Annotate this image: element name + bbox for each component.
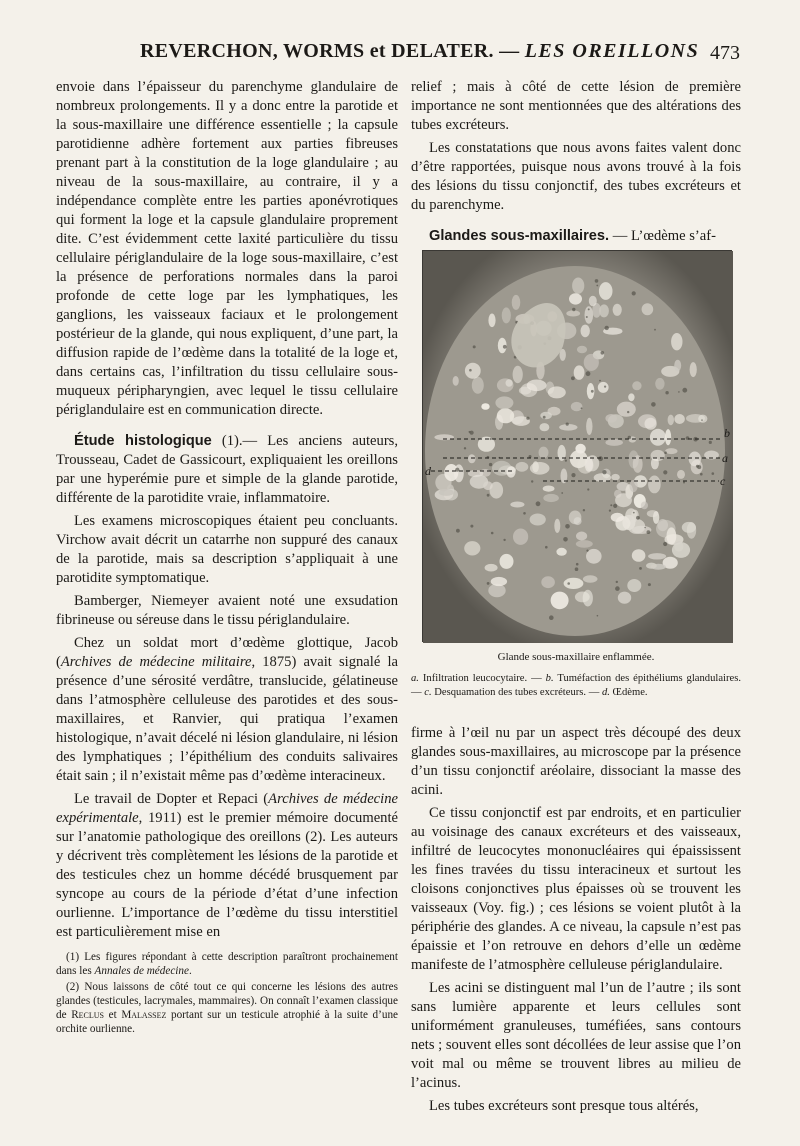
leukocyte-dot bbox=[469, 369, 472, 372]
leukocyte-dot bbox=[602, 470, 606, 474]
leukocyte-dot bbox=[581, 407, 583, 409]
acinus-cell bbox=[468, 454, 476, 463]
paragraph-text: — L’œdème s’af- bbox=[609, 228, 716, 244]
figure-label-d: d bbox=[425, 464, 431, 478]
acinus-cell bbox=[628, 393, 634, 401]
acinus-cell bbox=[576, 532, 587, 541]
acinus-cell bbox=[541, 576, 555, 588]
paragraph bbox=[56, 790, 398, 942]
acinus-cell bbox=[655, 378, 664, 390]
acinus-cell bbox=[444, 464, 458, 481]
leukocyte-dot bbox=[536, 501, 541, 506]
leukocyte-dot bbox=[591, 390, 594, 393]
acinus-cell bbox=[490, 482, 504, 499]
acinus-cell bbox=[585, 457, 593, 472]
leukocyte-dot bbox=[526, 417, 529, 420]
running-header bbox=[60, 40, 740, 70]
paragraph: Ce tissu conjonctif est par endroits, et en particulier au voisinage des canaux excréteurs et des vaisseaux, infiltré de leucocytes mononucléaires qui épaississent les fines travées du tissu interacineux et surtout les cloisons conjonctives plus épaisses où se trouvent les vaisseaux (Voy. fig.) ; ces lésions se voient plutôt à la périphérie des glandes. A ce niveau, la capsule n’est pas épaissie et l’on retrouve en dehors d’elle un œdème manifeste de l’atmosphère celluleuse périglandulaire. bbox=[411, 805, 741, 973]
leukocyte-dot bbox=[576, 563, 579, 566]
figure-label-a: a bbox=[722, 451, 728, 465]
paragraph: Les constatations que nous avons faites valent donc d’être rapportées, puisque nous avons trouvé à la fois des lésions du tissu conjonctif, des tubes excréteurs et du parenchyme. bbox=[411, 140, 741, 213]
text: . bbox=[188, 965, 192, 977]
section-heading: Étude histologique bbox=[74, 433, 212, 449]
leukocyte-dot bbox=[683, 482, 685, 484]
leukocyte-dot bbox=[610, 504, 612, 506]
leukocyte-dot bbox=[712, 472, 715, 475]
paragraph: firme à l’œil nu par un aspect très découpé des deux glandes sous-maxillaires, au microscope par la présence d’un tissu conjonctif aréolaire, dissociant la masse des acini. bbox=[411, 725, 741, 798]
text: (1) Les figures répondant à cette description paraîtront prochainement dans les bbox=[56, 951, 398, 977]
section-heading: Glandes sous-maxillaires. bbox=[429, 228, 610, 244]
leukocyte-dot bbox=[487, 494, 490, 497]
acinus-cell bbox=[510, 502, 524, 508]
acinus-cell bbox=[439, 489, 454, 496]
acinus-cell bbox=[513, 366, 523, 383]
leukocyte-dot bbox=[565, 460, 567, 462]
acinus-cell bbox=[569, 293, 582, 304]
acinus-cell bbox=[539, 447, 549, 459]
acinus-cell bbox=[674, 360, 681, 372]
acinus-cell bbox=[556, 548, 566, 556]
legend-text: Infiltration leucocytaire. — bbox=[418, 673, 546, 684]
leukocyte-dot bbox=[678, 391, 680, 393]
leukocyte-dot bbox=[596, 285, 598, 287]
right-column-top bbox=[411, 78, 741, 250]
leukocyte-dot bbox=[487, 582, 490, 585]
acinus-cell bbox=[527, 380, 547, 392]
citation: Archives de médecine militaire bbox=[60, 654, 252, 670]
acinus-cell bbox=[576, 540, 593, 548]
acinus-cell bbox=[589, 296, 597, 307]
acinus-cell bbox=[668, 415, 674, 426]
leukocyte-dot bbox=[604, 386, 606, 388]
acinus-cell bbox=[690, 362, 697, 377]
acinus-cell bbox=[530, 462, 550, 475]
text: portant sur un testicule atrophié à la suite d’une orchite ourlienne. bbox=[56, 1009, 399, 1035]
acinus-cell bbox=[548, 386, 566, 398]
acinus-cell bbox=[615, 493, 632, 507]
text: Chez un soldat mort d’œdème glottique, Jacob ( bbox=[56, 635, 398, 670]
leukocyte-dot bbox=[605, 326, 609, 330]
leukocyte-dot bbox=[664, 451, 667, 454]
leukocyte-dot bbox=[575, 567, 579, 571]
acinus-cell bbox=[608, 414, 624, 428]
legend-text: Œdème. bbox=[609, 687, 648, 698]
acinus-cell bbox=[500, 554, 514, 569]
acinus-cell bbox=[540, 423, 550, 431]
leukocyte-dot bbox=[561, 492, 563, 494]
leukocyte-dot bbox=[601, 351, 605, 355]
acinus-cell bbox=[513, 529, 528, 545]
leukocyte-dot bbox=[654, 329, 656, 331]
paragraph: relief ; mais à côté de cette lésion de première importance ne sont mentionnées que des altérations des tubes excréteurs. bbox=[411, 79, 741, 133]
leukocyte-dot bbox=[503, 539, 505, 541]
acinus-cell bbox=[627, 579, 641, 592]
leukocyte-dot bbox=[571, 473, 575, 477]
acinus-cell bbox=[575, 444, 585, 454]
acinus-cell bbox=[543, 486, 555, 492]
acinus-cell bbox=[453, 376, 459, 386]
leukocyte-dot bbox=[599, 380, 601, 382]
leukocyte-dot bbox=[636, 516, 640, 520]
leukocyte-dot bbox=[563, 537, 568, 542]
leukocyte-dot bbox=[464, 447, 466, 449]
micrograph-figure bbox=[422, 250, 732, 642]
acinus-cell bbox=[586, 418, 592, 435]
leukocyte-dot bbox=[632, 291, 636, 295]
leukocyte-dot bbox=[647, 530, 651, 534]
acinus-cell bbox=[611, 474, 620, 481]
legend-key: d. bbox=[601, 687, 610, 698]
left-column bbox=[56, 78, 398, 1038]
text: (2) Nous laissons de côté tout ce qui concerne les lésions des autres glandes (testicules, lacrymales, mammaires). On connaît l’examen classique de bbox=[56, 981, 398, 1021]
acinus-cell bbox=[646, 563, 657, 569]
running-title-dash: — bbox=[493, 40, 525, 62]
leukocyte-dot bbox=[491, 532, 494, 535]
leukocyte-dot bbox=[565, 524, 570, 529]
leukocyte-dot bbox=[609, 510, 611, 512]
acinus-cell bbox=[472, 377, 484, 394]
paragraph: Bamberger, Niemeyer avaient noté une exsudation fibrineuse ou séreuse dans le tissu périglandulaire. bbox=[56, 593, 398, 628]
leukocyte-dot bbox=[615, 586, 620, 591]
acinus-cell bbox=[464, 541, 480, 555]
acinus-cell bbox=[572, 278, 584, 294]
paragraph-glandes bbox=[411, 227, 741, 246]
leukocyte-dot bbox=[571, 376, 575, 380]
acinus-cell bbox=[598, 382, 609, 393]
text: , 1911) est le premier mémoire documenté sur l’anatomie pathologique des oreillons (2). Les auteurs y décrivent très complètement les lésions de la parotide et des testicules chez un homme décédé brusquement par syncope au cours de la période d’état d’une infection ourlienne. L’importance de l’œdème du tissu interstitiel est particulièrement mise en bbox=[56, 810, 398, 940]
leukocyte-dot bbox=[473, 345, 476, 348]
acinus-cell bbox=[506, 379, 513, 387]
citation: Annales de médecine bbox=[94, 965, 189, 977]
page-number: 473 bbox=[710, 42, 740, 64]
leukocyte-dot bbox=[701, 419, 703, 421]
acinus-cell bbox=[497, 408, 514, 423]
leukocyte-dot bbox=[627, 411, 629, 413]
acinus-cell bbox=[599, 282, 613, 300]
legend-text: Tuméfaction des épithéliums glandulaires. — bbox=[411, 673, 741, 698]
acinus-cell bbox=[648, 476, 661, 494]
leukocyte-dot bbox=[586, 550, 588, 552]
paragraph: envoie dans l’épaisseur du parenchyme glandulaire de nombreux prolongements. Il y a donc entre la parotide et la sous-maxillaire une différence essentielle ; la capsule parotidienne adhère fortement aux parties fibreuses prenant part à la constitution de la loge glandulaire ; au niveau de la sous-maxillaire, au contraire, il y a indépendance complète entre les parties aponévrotiques qui forment la loge et la capsule glandulaire proprement dite. C’est évidemment cette laxité particulière du tissu cellulaire périglandulaire de la loge sous-maxillaire, c’est la présence de perforations normales dans la paroi profonde de cette loge par les lymphatiques, les ganglions, les vaisseaux faciaux et le prolongement postérieur de la glande, qui nous expliquent, d’une part, la diffusion rapide de l’œdème dans la totalité de la loge et, dans certains cas, l’infiltration du tissu cellulaire sous-muqueux péripharyngien, avec lequel le tissu cellulaire périglandulaire est en communication directe. bbox=[56, 79, 398, 418]
right-column-bottom bbox=[411, 724, 741, 1120]
acinus-cell bbox=[485, 564, 498, 572]
leukocyte-dot bbox=[503, 345, 507, 349]
acinus-cell bbox=[611, 513, 624, 522]
leukocyte-dot bbox=[663, 470, 667, 474]
acinus-cell bbox=[642, 303, 654, 315]
leukocyte-dot bbox=[616, 581, 618, 583]
citation: Archives de médecine expérimentale bbox=[56, 791, 398, 826]
leukocyte-dot bbox=[639, 567, 642, 570]
leukocyte-dot bbox=[470, 525, 473, 528]
acinus-cell bbox=[648, 553, 666, 559]
acinus-cell bbox=[698, 415, 707, 423]
acinus-cell bbox=[566, 310, 580, 316]
figure-label-b: b bbox=[724, 426, 730, 440]
acinus-cell bbox=[481, 403, 489, 410]
text: , 1875) avait signalé la présence d’une sérosité verdâtre, translucide, gélatineuse dans l’atmosphère celluleuse des parotides et des sous-maxillaires, et Ranvier, qui pratiqua l’examen histologique, n’avait décelé ni lésion glandulaire, ni lésion des lymphatiques ; l’épithélium des conduits salivaires était sain ; il n’existait même pas d’œdème interacineux. bbox=[56, 654, 398, 784]
leukocyte-dot bbox=[663, 542, 667, 546]
leukocyte-dot bbox=[545, 546, 548, 549]
acinus-cell bbox=[530, 514, 546, 526]
acinus-cell bbox=[687, 522, 696, 539]
leukocyte-dot bbox=[644, 527, 646, 529]
leukocyte-dot bbox=[613, 504, 617, 508]
leukocyte-dot bbox=[583, 509, 585, 511]
author-name: Malassez bbox=[121, 1009, 167, 1021]
leukocyte-dot bbox=[651, 402, 656, 407]
acinus-cell bbox=[571, 402, 583, 411]
acinus-cell bbox=[540, 412, 552, 419]
micrograph-image bbox=[423, 251, 733, 643]
running-title-authors: REVERCHON, WORMS et DELATER. bbox=[140, 40, 494, 62]
acinus-cell bbox=[543, 494, 559, 502]
acinus-cell bbox=[632, 381, 641, 390]
acinus-cell bbox=[575, 592, 590, 603]
leukocyte-dot bbox=[595, 279, 599, 283]
paragraph bbox=[56, 634, 398, 786]
leukocyte-dot bbox=[549, 615, 554, 620]
acinus-cell bbox=[491, 577, 507, 586]
figure-label-c: c bbox=[720, 474, 726, 488]
legend-key: a. bbox=[411, 673, 419, 684]
acinus-cell bbox=[665, 429, 671, 445]
leukocyte-dot bbox=[665, 391, 668, 394]
legend-text: Desquamation des tubes excréteurs. — bbox=[431, 687, 602, 698]
acinus-cell bbox=[470, 475, 488, 489]
leukocyte-dot bbox=[697, 465, 701, 469]
acinus-cell bbox=[605, 439, 623, 446]
leukocyte-dot bbox=[572, 308, 575, 311]
acinus-cell bbox=[617, 402, 636, 417]
footnote-1 bbox=[56, 950, 398, 978]
acinus-cell bbox=[506, 466, 515, 477]
paragraph: Les acini se distinguent mal l’un de l’autre ; ils sont sans lumière apparente et leurs cellules sont uniformément granuleuses, tuméfiées, sans contours nets ; souvent elles sont décollées de leur assise que l’on voit mal ou même se trouvent libres au milieu de l’acinus. bbox=[411, 980, 741, 1091]
acinus-cell bbox=[564, 578, 584, 589]
acinus-cell bbox=[651, 457, 659, 469]
footnotes bbox=[56, 950, 398, 1036]
acinus-cell bbox=[613, 304, 622, 316]
leukocyte-dot bbox=[586, 371, 591, 376]
figure-caption: Glande sous-maxillaire enflammée. bbox=[497, 651, 655, 663]
leukocyte-dot bbox=[456, 529, 460, 533]
acinus-cell bbox=[584, 354, 599, 371]
leukocyte-dot bbox=[543, 416, 546, 419]
acinus-cell bbox=[569, 511, 582, 525]
acinus-cell bbox=[677, 470, 685, 479]
acinus-cell bbox=[512, 295, 521, 310]
text: et bbox=[104, 1009, 122, 1021]
acinus-cell bbox=[465, 363, 481, 379]
leukocyte-dot bbox=[489, 463, 492, 466]
leukocyte-dot bbox=[587, 488, 589, 490]
acinus-cell bbox=[672, 542, 690, 558]
leukocyte-dot bbox=[586, 316, 588, 318]
leukocyte-dot bbox=[709, 441, 712, 444]
paragraph-etude-histologique bbox=[56, 432, 398, 508]
leukocyte-dot bbox=[700, 473, 703, 476]
legend-key: c. bbox=[424, 687, 432, 698]
figure-legend bbox=[411, 672, 741, 700]
leukocyte-dot bbox=[469, 431, 471, 433]
leukocyte-dot bbox=[648, 583, 651, 586]
leukocyte-dot bbox=[633, 512, 635, 514]
running-title-journal: LES OREILLONS bbox=[524, 40, 700, 62]
acinus-cell bbox=[665, 448, 677, 454]
leukocyte-dot bbox=[682, 388, 687, 393]
acinus-cell bbox=[638, 414, 656, 428]
acinus-cell bbox=[551, 592, 569, 610]
acinus-cell bbox=[577, 346, 587, 353]
acinus-cell bbox=[502, 307, 511, 323]
acinus-cell bbox=[488, 314, 495, 328]
acinus-cell bbox=[581, 325, 590, 338]
acinus-cell bbox=[618, 592, 631, 604]
acinus-cell bbox=[650, 429, 666, 446]
footnote-2 bbox=[56, 980, 398, 1036]
leukocyte-dot bbox=[597, 615, 599, 617]
leukocyte-dot bbox=[523, 512, 526, 515]
acinus-cell bbox=[583, 575, 598, 582]
heading-ref: (1).— bbox=[211, 433, 268, 449]
paragraph-text: Les anciens auteurs, Trousseau, Cadet de Gassicourt, expliquaient les oreillons par une hyperémie pure et simple de la glande parotide, différente de la parotidite vraie, inflammatoire. bbox=[56, 433, 399, 506]
acinus-cell bbox=[630, 480, 638, 492]
legend-key: b. bbox=[545, 673, 554, 684]
acinus-cell bbox=[495, 396, 513, 409]
acinus-cell bbox=[632, 549, 646, 562]
acinus-cell bbox=[641, 502, 648, 510]
acinus-cell bbox=[554, 519, 560, 533]
text: Le travail de Dopter et Repaci ( bbox=[74, 791, 269, 807]
author-name: Reclus bbox=[71, 1009, 104, 1021]
leukocyte-dot bbox=[531, 480, 533, 482]
paragraph: Les tubes excréteurs sont presque tous altérés, bbox=[429, 1098, 699, 1114]
paragraph: Les examens microscopiques étaient peu concluants. Virchow avait décrit un catarrhe non suppuré des canaux de la parotide, mais sa description s’appliquait à une parotidite symptomatique. bbox=[56, 513, 398, 586]
leukocyte-dot bbox=[598, 456, 603, 461]
running-title bbox=[140, 40, 699, 63]
acinus-cell bbox=[516, 462, 529, 472]
acinus-cell bbox=[671, 333, 682, 350]
leukocyte-dot bbox=[588, 308, 590, 310]
acinus-cell bbox=[574, 365, 585, 379]
leukocyte-dot bbox=[566, 423, 569, 426]
leukocyte-dot bbox=[490, 438, 492, 440]
acinus-cell bbox=[674, 414, 685, 424]
leukocyte-dot bbox=[567, 582, 570, 585]
